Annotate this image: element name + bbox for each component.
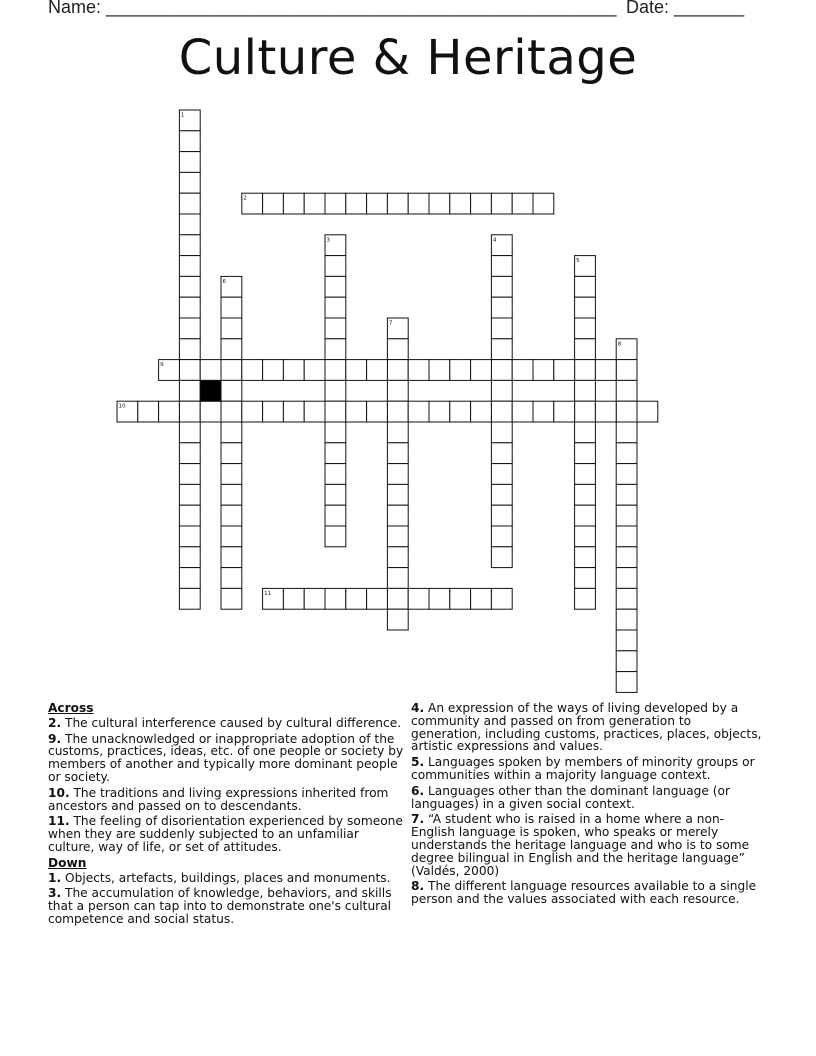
crossword-cell[interactable] <box>491 318 512 339</box>
crossword-cell[interactable] <box>387 318 408 339</box>
crossword-cell[interactable] <box>616 526 637 547</box>
clue-number-9: 9 <box>160 362 164 369</box>
clue-number-3: 3 <box>326 237 330 244</box>
crossword-cell[interactable] <box>616 568 637 589</box>
crossword-cell[interactable] <box>616 588 637 609</box>
crossword-cell[interactable] <box>221 339 242 360</box>
crossword-cell[interactable] <box>179 339 200 360</box>
crossword-cell[interactable] <box>138 401 159 422</box>
crossword-cell[interactable] <box>242 401 263 422</box>
crossword-cell[interactable] <box>179 256 200 277</box>
crossword-cell[interactable] <box>575 505 596 526</box>
clues-right-column <box>411 702 763 909</box>
clue-across-9: 9. The unacknowledged or inappropriate adoption of the customs, practices, ideas, etc. of one people or society by members of another and typically more dominant people or society. <box>48 731 404 784</box>
crossword-cell[interactable] <box>221 401 242 422</box>
crossword-cell[interactable] <box>616 380 637 401</box>
crossword-cell[interactable] <box>387 193 408 214</box>
crossword-cell[interactable] <box>616 672 637 693</box>
clue-number-8: 8 <box>617 341 622 348</box>
crossword-cell[interactable] <box>179 464 200 485</box>
crossword-cell[interactable] <box>221 505 242 526</box>
crossword-cell[interactable] <box>491 193 512 214</box>
crossword-cell[interactable] <box>304 401 325 422</box>
crossword-cell[interactable] <box>575 526 596 547</box>
clue-down-1: 1. Objects, artefacts, buildings, places and monuments. <box>48 870 391 885</box>
crossword-cell[interactable] <box>367 193 388 214</box>
crossword-cell[interactable] <box>471 193 492 214</box>
crossword-cell[interactable] <box>179 318 200 339</box>
crossword-cell[interactable] <box>367 360 388 381</box>
crossword-cell[interactable] <box>471 360 492 381</box>
crossword-cell[interactable] <box>387 339 408 360</box>
crossword-cell[interactable] <box>179 214 200 235</box>
crossword-cell[interactable] <box>221 276 242 297</box>
crossword-cell[interactable] <box>616 609 637 630</box>
crossword-cell[interactable] <box>637 401 658 422</box>
crossword-cell[interactable] <box>304 193 325 214</box>
crossword-cell[interactable] <box>346 401 367 422</box>
crossword-cell[interactable] <box>325 526 346 547</box>
crossword-cell[interactable] <box>575 422 596 443</box>
crossword-cell[interactable] <box>283 588 304 609</box>
crossword-cell[interactable] <box>471 588 492 609</box>
crossword-cell[interactable] <box>616 651 637 672</box>
crossword-cell[interactable] <box>387 547 408 568</box>
crossword-cell[interactable] <box>221 443 242 464</box>
crossword-cell[interactable] <box>575 297 596 318</box>
crossword-cell[interactable] <box>491 464 512 485</box>
crossword-cell[interactable] <box>325 443 346 464</box>
crossword-cell[interactable] <box>471 401 492 422</box>
clue-down-4: 4. An expression of the ways of living developed by a community and passed on from generation to generation, including customs, practices, places, objects, artistic expressions and values. <box>411 701 762 754</box>
crossword-cell[interactable] <box>117 401 138 422</box>
crossword-cell[interactable] <box>533 360 554 381</box>
crossword-cell[interactable] <box>575 401 596 422</box>
crossword-cell[interactable] <box>159 360 180 381</box>
crossword-cell[interactable] <box>325 588 346 609</box>
crossword-cell[interactable] <box>575 276 596 297</box>
crossword-cell[interactable] <box>387 526 408 547</box>
crossword-cell[interactable] <box>616 547 637 568</box>
crossword-cell[interactable] <box>616 630 637 651</box>
crossword-cell[interactable] <box>325 318 346 339</box>
crossword-cell[interactable] <box>179 360 200 381</box>
crossword-black-cell <box>200 380 221 401</box>
crossword-cell[interactable] <box>491 401 512 422</box>
crossword-cell[interactable] <box>179 172 200 193</box>
crossword-cell[interactable] <box>221 422 242 443</box>
crossword-cell[interactable] <box>575 588 596 609</box>
clue-number-1: 1 <box>180 112 185 119</box>
crossword-cell[interactable] <box>263 193 284 214</box>
crossword-cell[interactable] <box>595 360 616 381</box>
clue-number-4: 4 <box>492 237 497 244</box>
crossword-cell[interactable] <box>387 443 408 464</box>
crossword-cell[interactable] <box>221 588 242 609</box>
clue-across-2: 2. The cultural interference caused by cultural difference. <box>48 715 402 730</box>
crossword-cell[interactable] <box>179 422 200 443</box>
crossword-cell[interactable] <box>221 547 242 568</box>
clue-down-5: 5. Languages spoken by members of minority groups or communities within a majority language context. <box>411 755 755 782</box>
clue-number-5: 5 <box>576 258 580 265</box>
crossword-cell[interactable] <box>179 235 200 256</box>
crossword-cell[interactable] <box>533 193 554 214</box>
crossword-cell[interactable] <box>179 401 200 422</box>
crossword-cell[interactable] <box>283 401 304 422</box>
crossword-cell[interactable] <box>179 110 200 131</box>
crossword-cell[interactable] <box>387 380 408 401</box>
crossword-cell[interactable] <box>179 526 200 547</box>
crossword-cell[interactable] <box>429 360 450 381</box>
clue-down-6: 6. Languages other than the dominant language (or languages) in a given social context. <box>411 783 731 811</box>
crossword-cell[interactable] <box>387 568 408 589</box>
crossword-cell[interactable] <box>179 297 200 318</box>
crossword-cell[interactable] <box>491 256 512 277</box>
crossword-cell[interactable] <box>595 401 616 422</box>
crossword-cell[interactable] <box>221 360 242 381</box>
crossword-cell[interactable] <box>221 568 242 589</box>
crossword-cell[interactable] <box>575 443 596 464</box>
crossword-cell[interactable] <box>263 401 284 422</box>
crossword-cell[interactable] <box>283 193 304 214</box>
crossword-cell[interactable] <box>491 526 512 547</box>
crossword-cell[interactable] <box>491 380 512 401</box>
clue-number-10: 10 <box>118 403 126 410</box>
crossword-cell[interactable] <box>200 401 221 422</box>
crossword-cell[interactable] <box>221 464 242 485</box>
clue-number-11: 11 <box>264 590 272 597</box>
crossword-cell[interactable] <box>575 318 596 339</box>
crossword-cell[interactable] <box>408 401 429 422</box>
crossword-cell[interactable] <box>242 193 263 214</box>
crossword-cell[interactable] <box>616 464 637 485</box>
crossword-cell[interactable] <box>491 339 512 360</box>
crossword-cell[interactable] <box>221 484 242 505</box>
crossword-cell[interactable] <box>387 484 408 505</box>
crossword-cell[interactable] <box>554 401 575 422</box>
name-field-label: Name: ___________________________________________________ <box>48 0 617 17</box>
crossword-cell[interactable] <box>512 360 533 381</box>
crossword-cell[interactable] <box>512 401 533 422</box>
crossword-cell[interactable] <box>367 588 388 609</box>
crossword-cell[interactable] <box>616 360 637 381</box>
clue-number-2: 2 <box>243 195 247 202</box>
clues-left-column <box>48 702 404 929</box>
crossword-cell[interactable] <box>179 568 200 589</box>
crossword-cell[interactable] <box>491 297 512 318</box>
crossword-cell[interactable] <box>575 256 596 277</box>
crossword-cell[interactable] <box>304 588 325 609</box>
crossword-cell[interactable] <box>491 360 512 381</box>
crossword-cell[interactable] <box>242 360 263 381</box>
crossword-cell[interactable] <box>387 464 408 485</box>
crossword-cell[interactable] <box>179 193 200 214</box>
crossword-cell[interactable] <box>575 547 596 568</box>
crossword-cell[interactable] <box>387 609 408 630</box>
crossword-cell[interactable] <box>179 547 200 568</box>
crossword-cell[interactable] <box>491 588 512 609</box>
crossword-cell[interactable] <box>263 360 284 381</box>
date-field-label: Date: _______ <box>626 0 745 17</box>
crossword-cell[interactable] <box>179 484 200 505</box>
crossword-cell[interactable] <box>325 256 346 277</box>
crossword-cell[interactable] <box>533 401 554 422</box>
crossword-cell[interactable] <box>616 484 637 505</box>
crossword-cell[interactable] <box>346 193 367 214</box>
across-heading: Across <box>48 701 94 715</box>
crossword-cell[interactable] <box>221 297 242 318</box>
crossword-cell[interactable] <box>179 380 200 401</box>
crossword-cell[interactable] <box>325 193 346 214</box>
crossword-cell[interactable] <box>429 588 450 609</box>
crossword-cell[interactable] <box>616 443 637 464</box>
crossword-cell[interactable] <box>325 422 346 443</box>
crossword-cell[interactable] <box>450 401 471 422</box>
crossword-cell[interactable] <box>325 276 346 297</box>
crossword-cell[interactable] <box>325 380 346 401</box>
crossword-cell[interactable] <box>575 464 596 485</box>
crossword-cell[interactable] <box>387 588 408 609</box>
clue-across-10: 10. The traditions and living expressions inherited from ancestors and passed on to descendants. <box>48 785 389 813</box>
crossword-cell[interactable] <box>221 526 242 547</box>
crossword-cell[interactable] <box>491 422 512 443</box>
clue-down-3: 3. The accumulation of knowledge, behaviors, and skills that a person can tap into to demonstrate one's cultural competence and social status. <box>48 886 392 926</box>
crossword-cell[interactable] <box>491 443 512 464</box>
crossword-cell[interactable] <box>179 276 200 297</box>
clue-number-6: 6 <box>222 278 226 285</box>
clue-down-7: 7. “A student who is raised in a home where a non-English language is spoken, who speaks or merely understands the heritage language and who is to some degree bilingual in English and the heritage language” (Valdés, 2000) <box>411 812 750 878</box>
crossword-cell[interactable] <box>325 339 346 360</box>
crossword-cell[interactable] <box>179 443 200 464</box>
crossword-cell[interactable] <box>491 547 512 568</box>
crossword-cell[interactable] <box>450 193 471 214</box>
clue-down-8: 8. The different language resources available to a single person and the values associated with each resource. <box>411 879 757 907</box>
crossword-cell[interactable] <box>616 505 637 526</box>
crossword-cell[interactable] <box>575 360 596 381</box>
crossword-cell[interactable] <box>387 401 408 422</box>
crossword-cell[interactable] <box>325 401 346 422</box>
crossword-cell[interactable] <box>429 193 450 214</box>
crossword-cell[interactable] <box>283 360 304 381</box>
crossword-cell[interactable] <box>387 360 408 381</box>
crossword-cell[interactable] <box>408 360 429 381</box>
crossword-cell[interactable] <box>554 360 575 381</box>
crossword-cell[interactable] <box>221 380 242 401</box>
crossword-cell[interactable] <box>616 339 637 360</box>
clue-number-7: 7 <box>388 320 393 327</box>
crossword-cell[interactable] <box>408 588 429 609</box>
crossword-cell[interactable] <box>304 360 325 381</box>
crossword-cell[interactable] <box>575 380 596 401</box>
crossword-cell[interactable] <box>616 422 637 443</box>
crossword-cell[interactable] <box>200 360 221 381</box>
crossword-cell[interactable] <box>450 588 471 609</box>
page-title: Culture & Heritage <box>178 30 638 86</box>
crossword-cell[interactable] <box>616 401 637 422</box>
crossword-cell[interactable] <box>575 339 596 360</box>
crossword-cell[interactable] <box>491 276 512 297</box>
crossword-cell[interactable] <box>346 588 367 609</box>
crossword-cell[interactable] <box>179 588 200 609</box>
crossword-cell[interactable] <box>387 505 408 526</box>
crossword-cell[interactable] <box>159 401 180 422</box>
crossword-cell[interactable] <box>325 297 346 318</box>
crossword-cell[interactable] <box>179 152 200 173</box>
crossword-cell[interactable] <box>575 568 596 589</box>
crossword-cell[interactable] <box>325 464 346 485</box>
crossword-cell[interactable] <box>491 484 512 505</box>
crossword-cell[interactable] <box>408 193 429 214</box>
clue-across-11: 11. The feeling of disorientation experienced by someone when they are suddenly subjected to an unfamiliar culture, way of life, or set of attitudes. <box>48 814 403 854</box>
crossword-cell[interactable] <box>429 401 450 422</box>
crossword-cell[interactable] <box>325 360 346 381</box>
crossword-cell[interactable] <box>491 235 512 256</box>
crossword-cell[interactable] <box>179 505 200 526</box>
crossword-cell[interactable] <box>575 484 596 505</box>
crossword-cell[interactable] <box>325 505 346 526</box>
crossword-cell[interactable] <box>387 422 408 443</box>
crossword-cell[interactable] <box>367 401 388 422</box>
crossword-cell[interactable] <box>221 318 242 339</box>
crossword-cell[interactable] <box>325 484 346 505</box>
crossword-cell[interactable] <box>491 505 512 526</box>
crossword-cell[interactable] <box>263 588 284 609</box>
crossword-cell[interactable] <box>450 360 471 381</box>
crossword-cell[interactable] <box>325 235 346 256</box>
crossword-cell[interactable] <box>179 131 200 152</box>
crossword-cell[interactable] <box>512 193 533 214</box>
crossword-cell[interactable] <box>346 360 367 381</box>
down-heading: Down <box>48 855 87 870</box>
